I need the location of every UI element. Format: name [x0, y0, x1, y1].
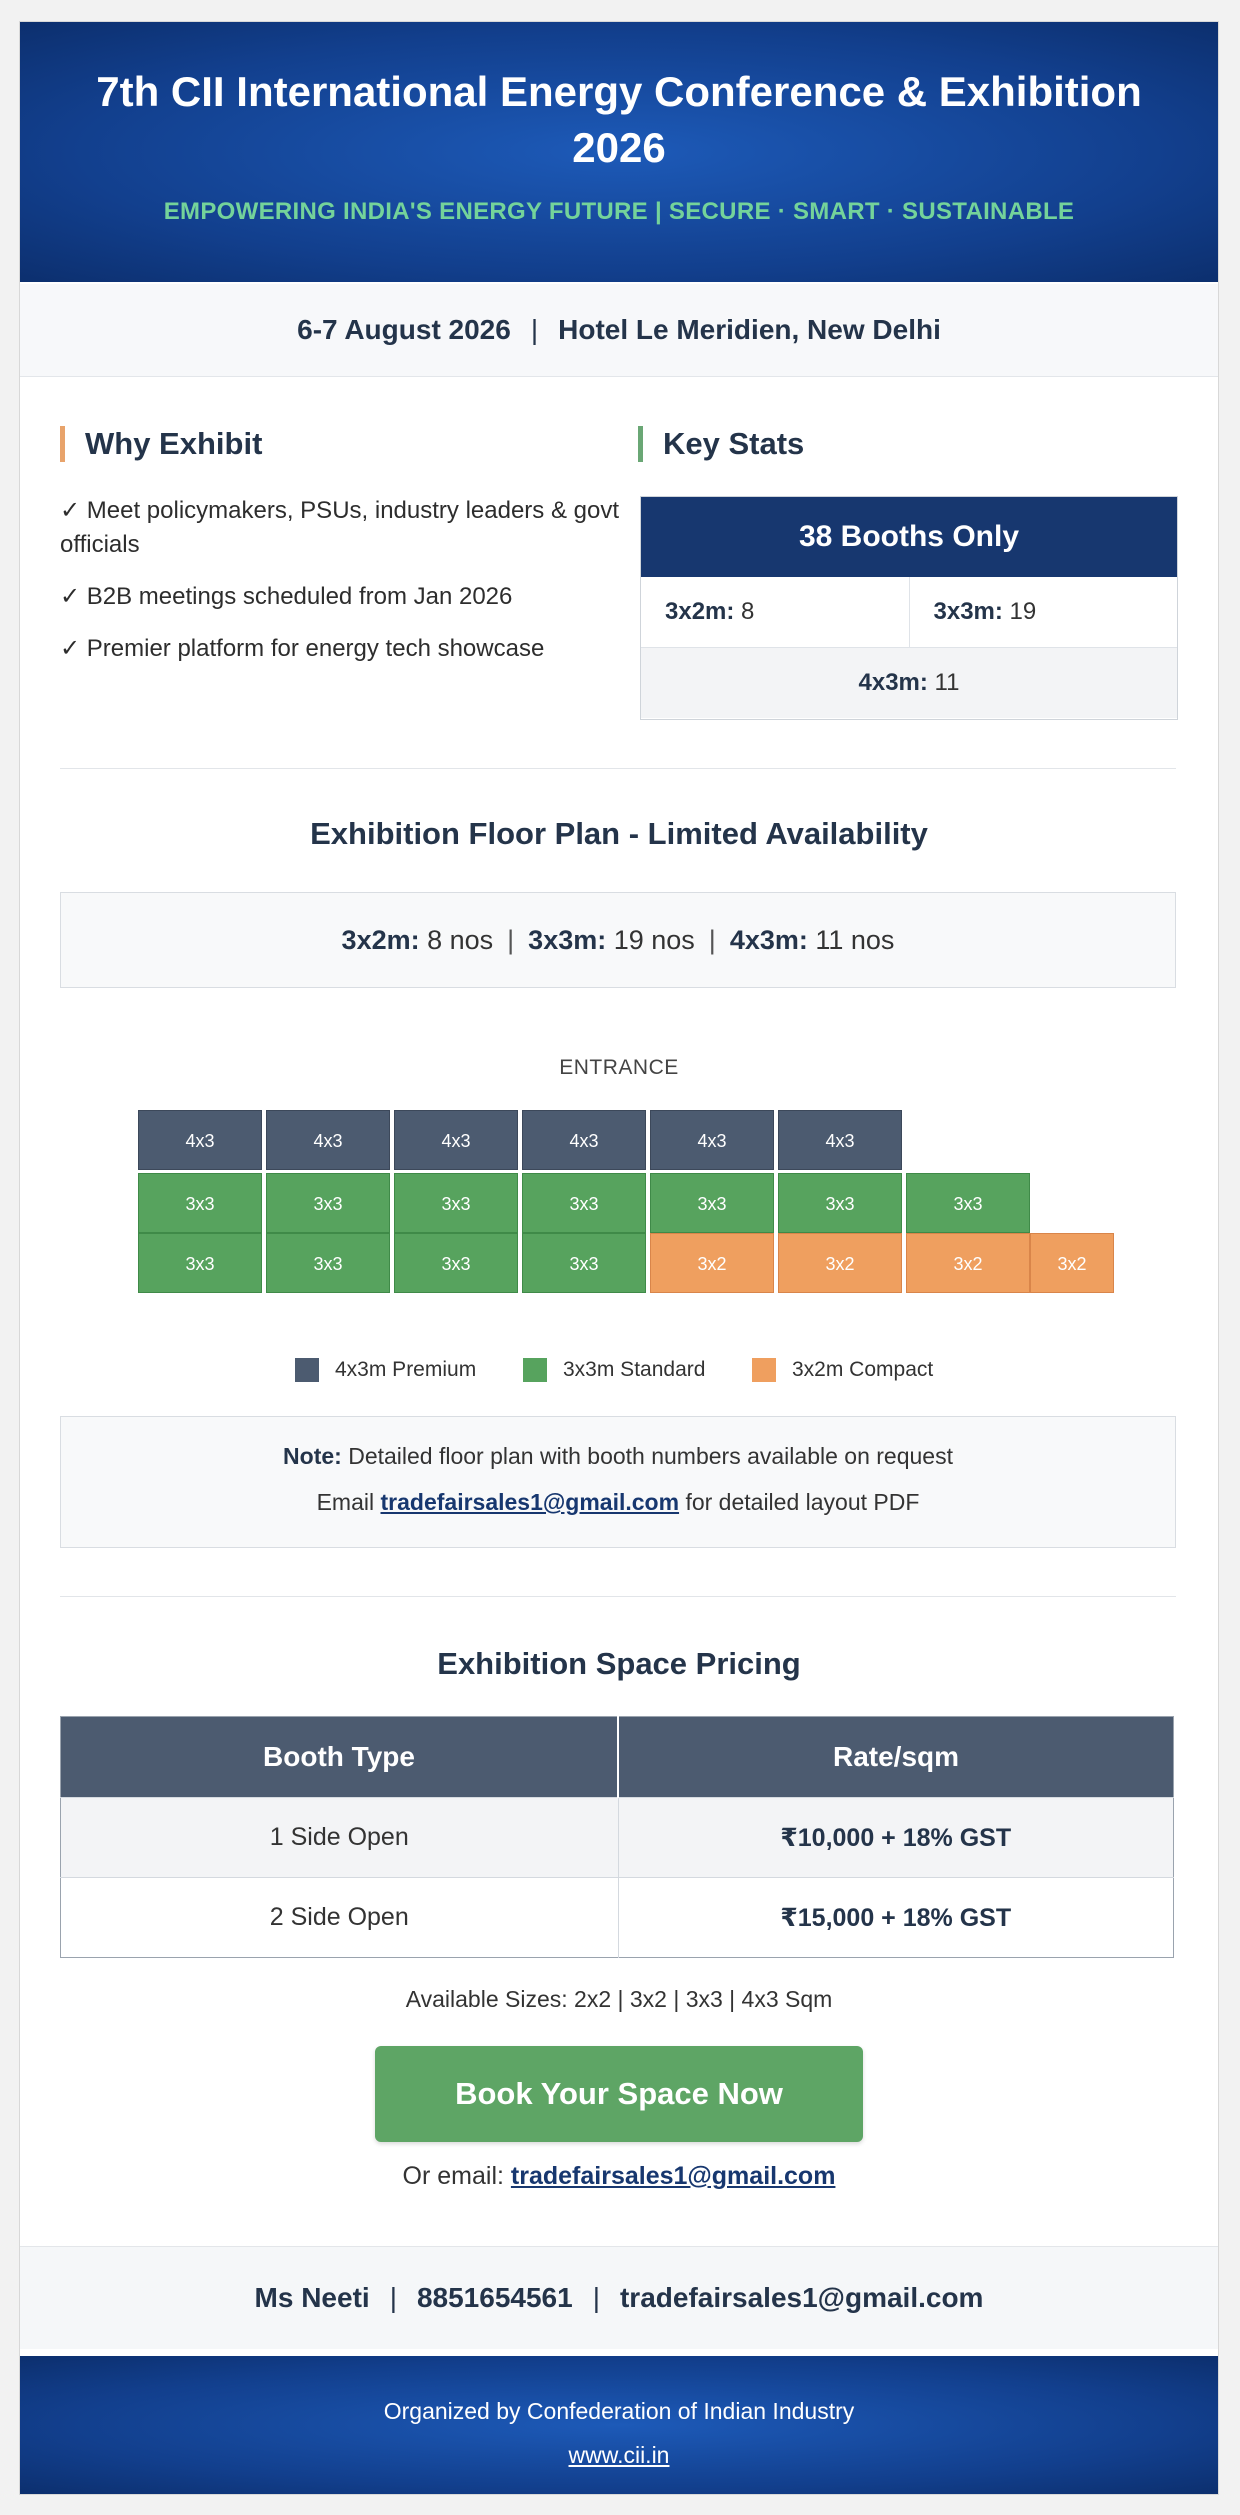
contact-name: Ms Neeti	[254, 2282, 370, 2313]
footer-banner	[20, 2356, 1218, 2494]
stat-3x3: 3x3m: 19	[909, 577, 1178, 647]
entrance-label: ENTRANCE	[559, 1056, 679, 1079]
booth-3x3: 3x3	[778, 1173, 902, 1233]
stat-3x2: 3x2m: 8	[665, 598, 755, 625]
alt-email-line: Or email: tradefairsales1@gmail.com	[402, 2162, 836, 2190]
booth-4x3: 4x3	[266, 1110, 390, 1170]
legend-standard: 3x3m Standard	[523, 1358, 705, 1382]
event-date: 6-7 August 2026	[297, 314, 511, 345]
booth-3x2: 3x2	[650, 1233, 774, 1293]
floor-plan-note	[60, 1416, 1176, 1548]
divider	[60, 1596, 1176, 1597]
booth-3x3: 3x3	[906, 1173, 1030, 1233]
booth-3x3: 3x3	[138, 1173, 262, 1233]
table-row	[61, 1798, 1174, 1878]
booth-3x3: 3x3	[650, 1173, 774, 1233]
booth-3x2: 3x2	[778, 1233, 902, 1293]
booth-4x3: 4x3	[522, 1110, 646, 1170]
booth-3x3: 3x3	[266, 1233, 390, 1293]
event-venue: Hotel Le Meridien, New Delhi	[558, 314, 941, 345]
list-item: ✓ Premier platform for energy tech showcase	[60, 635, 545, 662]
legend-swatch	[752, 1358, 776, 1382]
booth-3x3: 3x3	[266, 1173, 390, 1233]
column-header: Booth Type	[61, 1717, 619, 1798]
key-stats-heading: Key Stats	[638, 426, 804, 462]
booth-3x3: 3x3	[522, 1173, 646, 1233]
contact-phone[interactable]: 8851654561	[416, 2282, 573, 2313]
booth-3x2: 3x2	[1030, 1233, 1114, 1293]
why-exhibit-heading: Why Exhibit	[60, 426, 262, 462]
list-item: ✓ B2B meetings scheduled from Jan 2026	[60, 583, 513, 610]
booth-3x3: 3x3	[522, 1233, 646, 1293]
legend-compact: 3x2m Compact	[752, 1358, 933, 1382]
why-exhibit-list	[60, 494, 620, 684]
pricing-table	[60, 1716, 1174, 1958]
separator: |	[530, 314, 539, 345]
stat-4x3: 4x3m: 11	[641, 648, 1177, 718]
website-link[interactable]: www.cii.in	[568, 2442, 670, 2468]
booth-type-cell: 1 Side Open	[61, 1798, 619, 1878]
legend-swatch	[295, 1358, 319, 1382]
event-info-band	[20, 284, 1218, 377]
booth-3x2: 3x2	[906, 1233, 1030, 1293]
table-row	[61, 1878, 1174, 1958]
alt-email-link[interactable]: tradefairsales1@gmail.com	[510, 2162, 836, 2190]
column-header: Rate/sqm	[618, 1717, 1174, 1798]
available-sizes: Available Sizes: 2x2 | 3x2 | 3x3 | 4x3 Sqm	[405, 1986, 833, 2012]
note-email-link[interactable]: tradefairsales1@gmail.com	[380, 1489, 680, 1515]
header-banner	[20, 22, 1218, 282]
book-space-button[interactable]: Book Your Space Now	[375, 2046, 863, 2142]
rate-cell: ₹15,000 + 18% GST	[618, 1878, 1174, 1958]
list-item: ✓ Meet policymakers, PSUs, industry leaders & govt officials	[60, 497, 619, 558]
page-title: 7th CII International Energy Conference & Exhibition 2026	[96, 68, 1142, 171]
note-email-line: Email tradefairsales1@gmail.com for detailed layout PDF	[316, 1489, 920, 1515]
stats-row	[641, 577, 1177, 648]
floor-plan-heading: Exhibition Floor Plan - Limited Availability	[310, 816, 928, 851]
booth-4x3: 4x3	[394, 1110, 518, 1170]
booth-3x3: 3x3	[394, 1173, 518, 1233]
booth-4x3: 4x3	[138, 1110, 262, 1170]
contact-band: Ms Neeti | 8851654561 | tradefairsales1@gmail.com	[20, 2246, 1218, 2349]
tagline: EMPOWERING INDIA'S ENERGY FUTURE | SECURE · SMART · SUSTAINABLE	[163, 198, 1075, 225]
booth-3x3: 3x3	[394, 1233, 518, 1293]
booth-3x3: 3x3	[138, 1233, 262, 1293]
size-summary: 3x2m: 8 nos | 3x3m: 19 nos | 4x3m: 11 nos	[60, 892, 1176, 988]
pricing-heading: Exhibition Space Pricing	[437, 1646, 801, 1681]
legend-premium: 4x3m Premium	[295, 1358, 476, 1382]
booth-4x3: 4x3	[778, 1110, 902, 1170]
legend-swatch	[523, 1358, 547, 1382]
key-stats-table	[640, 496, 1178, 720]
booth-total: 38 Booths Only	[641, 497, 1177, 577]
booth-4x3: 4x3	[650, 1110, 774, 1170]
table-header-row	[61, 1717, 1174, 1798]
contact-email[interactable]: tradefairsales1@gmail.com	[619, 2282, 984, 2313]
rate-cell: ₹10,000 + 18% GST	[618, 1798, 1174, 1878]
organizer-text: Organized by Confederation of Indian Industry	[383, 2398, 855, 2424]
note-line: Note: Detailed floor plan with booth numbers available on request	[283, 1443, 953, 1469]
divider	[60, 768, 1176, 769]
brochure-page	[20, 22, 1218, 2494]
booth-type-cell: 2 Side Open	[61, 1878, 619, 1958]
